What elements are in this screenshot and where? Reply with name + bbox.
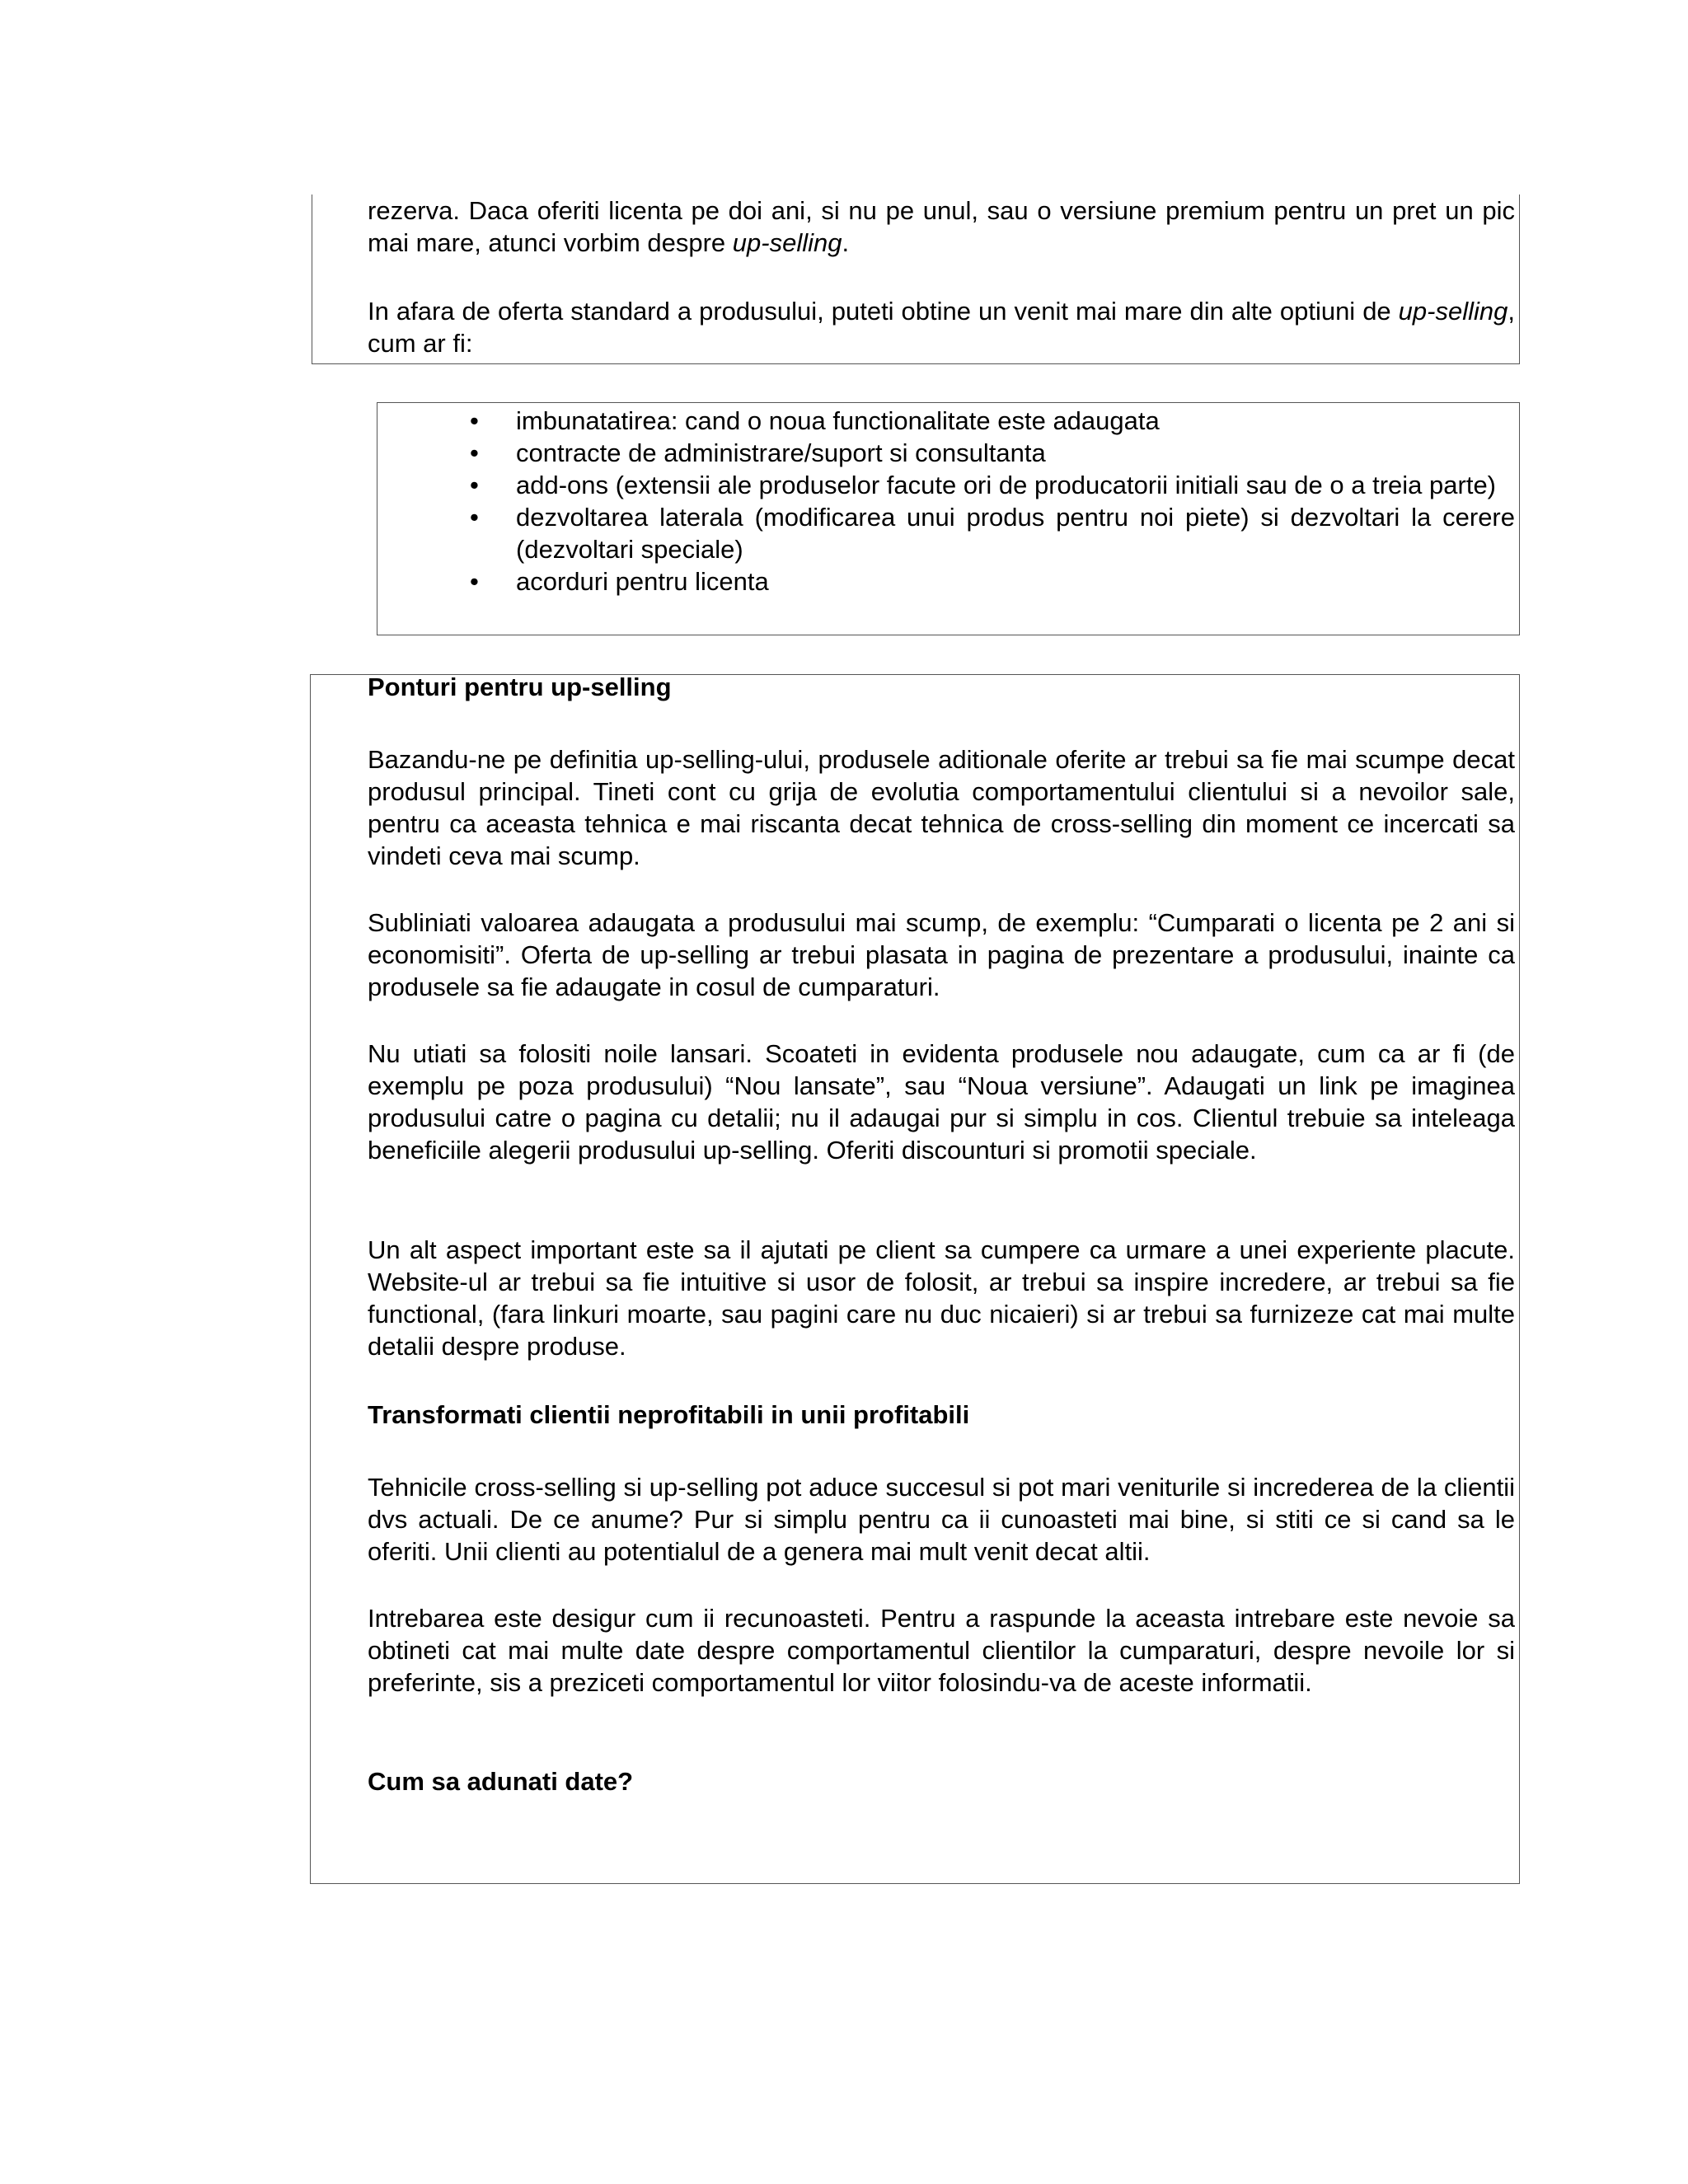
heading-transformati: Transformati clientii neprofitabili in unii profitabili [368, 1400, 970, 1429]
tips-paragraph-6: Intrebarea este desigur cum ii recunoasteti. Pentru a raspunde la aceasta intrebare este nevoie sa obtineti cat mai multe date despre comportamentul clientilor la cumparaturi, despre nevoile lor si preferinte, sis a preziceti comportamentul lor viitor folosindu-va de aceste informatii. [368, 1604, 1515, 1697]
intro-paragraph-1: rezerva. Daca oferiti licenta pe doi ani, si nu pe unul, sau o versiune premium pentru un pret un pic mai mare, atunci vorbim despre up-selling. [368, 196, 1515, 257]
tips-paragraph-2: Subliniati valoarea adaugata a produsului mai scump, de exemplu: “Cumparati o licenta pe 2 ani si economisiti”. Oferta de up-selling ar trebui plasata in pagina de prezentare a produsului, inainte ca produsele sa fie adaugate in cosul de cumparaturi. [368, 908, 1515, 1001]
list-item: • dezvoltarea laterala (modificarea unui produs pentru noi piete) si dezvoltari la cerere (dezvoltari speciale) [516, 501, 1515, 565]
list-item: • contracte de administrare/suport si consultanta [516, 437, 1515, 469]
heading-cum-sa-adunati: Cum sa adunati date? [368, 1767, 634, 1796]
list-item: • acorduri pentru licenta [516, 565, 1515, 598]
list-item: • imbunatatirea: cand o noua functionalitate este adaugata [516, 405, 1515, 437]
heading-ponturi: Ponturi pentru up-selling [368, 673, 672, 701]
intro-paragraph-2: In afara de oferta standard a produsului, puteti obtine un venit mai mare din alte optiuni de up-selling, cum ar fi: [368, 297, 1515, 358]
tips-paragraph-5: Tehnicile cross-selling si up-selling pot aduce succesul si pot mari veniturile si increderea de la clientii dvs actuali. De ce anume? Pur si simplu pentru ca ii cunoasteti mai bine, si stiti ce si cand sa le oferiti. Unii clienti au potentialul de a genera mai mult venit decat altii. [368, 1473, 1515, 1566]
up-selling-options-list [516, 405, 1515, 598]
tips-paragraph-3: Nu utiati sa folositi noile lansari. Scoateti in evidenta produsele nou adaugate, cum ca ar fi (de exemplu pe poza produsului) “Nou lansate”, sau “Noua versiune”. Adaugati un link pe imaginea produsului catre o pagina cu detalii; nu il adaugai pur si simplu in cos. Clientul trebuie sa inteleaga beneficiile alegerii produsului up-selling. Oferiti discounturi si promotii speciale. [368, 1039, 1515, 1165]
tips-paragraph-1: Bazandu-ne pe definitia up-selling-ului, produsele aditionale oferite ar trebui sa fie mai scumpe decat produsul principal. Tineti cont cu grija de evolutia comportamentului clientului si a nevoilor sale, pentru ca aceasta tehnica e mai riscanta decat tehnica de cross-selling din moment ce incercati sa vindeti ceva mai scump. [368, 745, 1515, 870]
tips-paragraph-4: Un alt aspect important este sa il ajutati pe client sa cumpere ca urmare a unei experiente placute. Website-ul ar trebui sa fie intuitive si usor de folosit, ar trebui sa inspire incredere, ar trebui sa fie functional, (fara linkuri moarte, sau pagini care nu duc nicaieri) si ar trebui sa furnizeze cat mai multe detalii despre produse. [368, 1235, 1515, 1361]
list-item: • add-ons (extensii ale produselor facute ori de producatorii initiali sau de o a treia parte) [516, 469, 1515, 501]
